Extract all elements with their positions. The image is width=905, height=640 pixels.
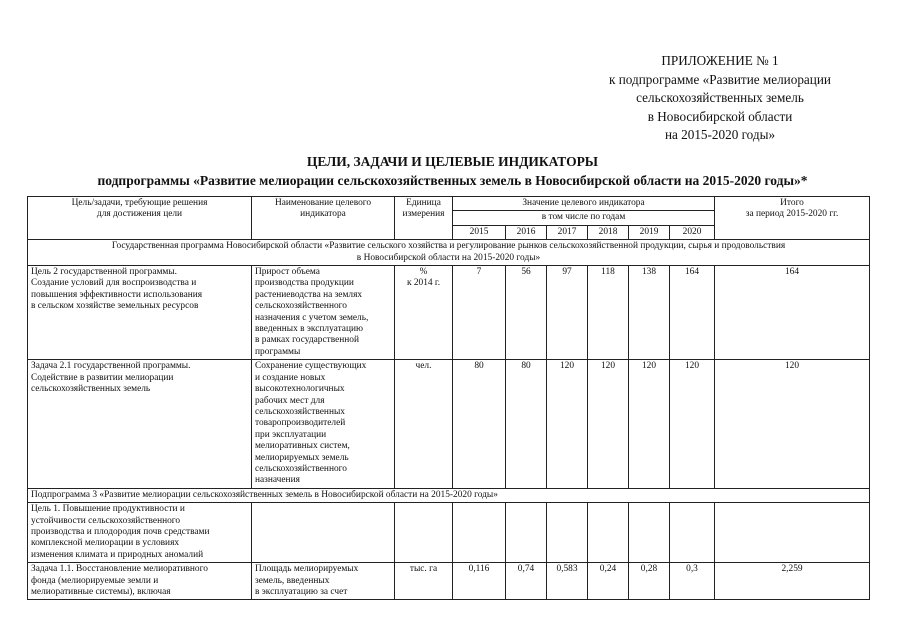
cell-value: 0,28 bbox=[629, 563, 670, 600]
title-line-2: подпрограммы «Развитие мелиорации сельскохозяйственных земель в Новосибирской области на 2015-2020 годы»* bbox=[97, 173, 808, 188]
section-state-program: Государственная программа Новосибирской области «Развитие сельского хозяйства и регулирование рынков сельскохозяйственной продукции, сырья и продовольствия в Новосибирской области на 2015-2020 годы» bbox=[28, 240, 870, 266]
header-unit: Единица измерения bbox=[395, 197, 453, 240]
header-value: Значение целевого индикатора bbox=[453, 197, 715, 211]
header-goal: Цель/задачи, требующие решения для достижения цели bbox=[28, 197, 252, 240]
cell-value: 0,116 bbox=[453, 563, 506, 600]
cell-value bbox=[547, 503, 588, 563]
indicators-table bbox=[27, 196, 870, 600]
cell-value: 138 bbox=[629, 266, 670, 360]
cell-value: 0,74 bbox=[506, 563, 547, 600]
cell-value: 118 bbox=[588, 266, 629, 360]
cell-total: 164 bbox=[715, 266, 870, 360]
cell-value bbox=[506, 503, 547, 563]
cell-value bbox=[670, 503, 715, 563]
cell-indicator: Сохранение существующих и создание новых высокотехнологичных рабочих мест для сельскохозяйственных товаропроизводителей при эксплуатации мелиоративных систем, мелиорируемых земель сельскохозяйственного назначения bbox=[252, 360, 395, 488]
header-year: 2020 bbox=[670, 225, 715, 239]
cell-unit: % к 2014 г. bbox=[395, 266, 453, 360]
cell-indicator: Площадь мелиорируемых земель, введенных в эксплуатацию за счет bbox=[252, 563, 395, 600]
cell-value: 0,3 bbox=[670, 563, 715, 600]
cell-indicator: Прирост объема производства продукции растениеводства на землях сельскохозяйственного назначения с учетом земель, введенных в эксплуатацию в рамках государственной программы bbox=[252, 266, 395, 360]
cell-goal: Цель 1. Повышение продуктивности и устойчивости сельскохозяйственного производства и плодородия почв средствами комплексной мелиорации в условиях изменения климата и природных аномалий bbox=[28, 503, 252, 563]
table-row bbox=[28, 266, 870, 360]
cell-value: 120 bbox=[670, 360, 715, 488]
header-year: 2017 bbox=[547, 225, 588, 239]
header-year: 2018 bbox=[588, 225, 629, 239]
cell-value bbox=[588, 503, 629, 563]
appendix-line: сельскохозяйственных земель bbox=[636, 90, 804, 105]
header-year: 2015 bbox=[453, 225, 506, 239]
cell-value: 0,583 bbox=[547, 563, 588, 600]
appendix-line: к подпрограмме «Развитие мелиорации bbox=[609, 71, 831, 87]
appendix-header bbox=[560, 52, 880, 145]
cell-total: 120 bbox=[715, 360, 870, 488]
cell-goal: Задача 1.1. Восстановление мелиоративного фонда (мелиорируемые земли и мелиоративные системы), включая bbox=[28, 563, 252, 600]
header-by-year: в том числе по годам bbox=[453, 211, 715, 225]
table-row bbox=[28, 360, 870, 488]
header-indicator: Наименование целевого индикатора bbox=[252, 197, 395, 240]
appendix-line: на 2015-2020 годы» bbox=[664, 127, 776, 142]
cell-value: 56 bbox=[506, 266, 547, 360]
cell-unit: чел. bbox=[395, 360, 453, 488]
cell-indicator bbox=[252, 503, 395, 563]
header-total: Итого за период 2015-2020 гг. bbox=[715, 197, 870, 240]
cell-value: 120 bbox=[547, 360, 588, 488]
cell-unit: тыс. га bbox=[395, 563, 453, 600]
cell-goal: Цель 2 государственной программы. Создание условий для воспроизводства и повышения эффективности использования в сельском хозяйстве земельных ресурсов bbox=[28, 266, 252, 360]
cell-unit bbox=[395, 503, 453, 563]
cell-value: 164 bbox=[670, 266, 715, 360]
cell-value: 97 bbox=[547, 266, 588, 360]
header-year: 2019 bbox=[629, 225, 670, 239]
cell-value: 7 bbox=[453, 266, 506, 360]
title-line-1: ЦЕЛИ, ЗАДАЧИ И ЦЕЛЕВЫЕ ИНДИКАТОРЫ bbox=[306, 154, 599, 169]
cell-goal: Задача 2.1 государственной программы. Содействие в развитии мелиорации сельскохозяйственных земель bbox=[28, 360, 252, 488]
cell-value: 80 bbox=[506, 360, 547, 488]
cell-value: 120 bbox=[588, 360, 629, 488]
appendix-line: в Новосибирской области bbox=[647, 108, 793, 124]
header-year: 2016 bbox=[506, 225, 547, 239]
cell-total: 2,259 bbox=[715, 563, 870, 600]
cell-value: 0,24 bbox=[588, 563, 629, 600]
document-title bbox=[0, 152, 905, 190]
table-row bbox=[28, 563, 870, 600]
cell-value: 80 bbox=[453, 360, 506, 488]
appendix-line: ПРИЛОЖЕНИЕ № 1 bbox=[661, 53, 779, 68]
table-row bbox=[28, 503, 870, 563]
section-subprogram: Подпрограмма 3 «Развитие мелиорации сельскохозяйственных земель в Новосибирской области на 2015-2020 годы» bbox=[28, 488, 870, 502]
cell-value: 120 bbox=[629, 360, 670, 488]
cell-value bbox=[453, 503, 506, 563]
cell-value bbox=[629, 503, 670, 563]
cell-total bbox=[715, 503, 870, 563]
